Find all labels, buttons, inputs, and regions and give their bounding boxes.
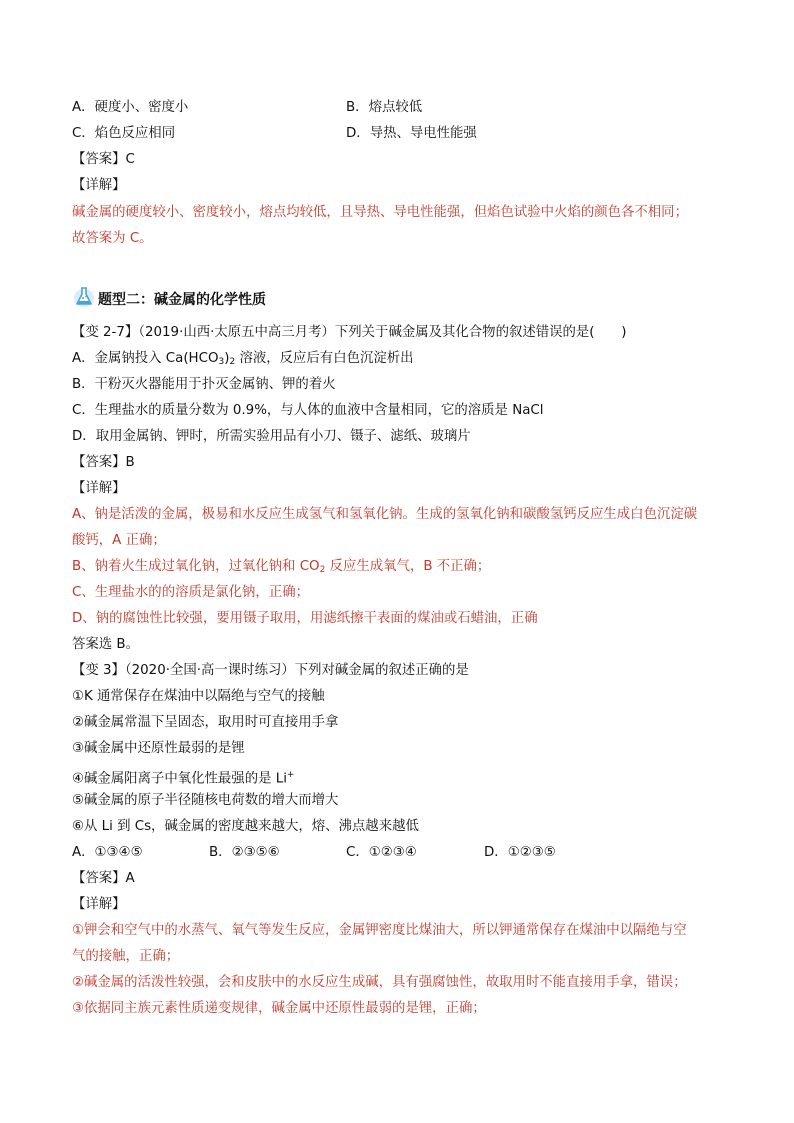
q3-statement: ⑤碱金属的原子半径随核电荷数的增大而增大 (72, 793, 339, 808)
q1-option-d: D．导热、导电性能强 (346, 126, 477, 141)
q2-detail-line: A、钠是活泼的金属，极易和水反应生成氢气和氢氧化钠。生成的氢氧化钠和碳酸氢钙反应生成白色沉淀碳 (72, 507, 698, 522)
q2-detail-conclusion: 答案选 B。 (72, 637, 140, 652)
q3-option-c: C．①②③④ (346, 845, 417, 860)
q1-detail-line: 碱金属的硬度较小、密度较小，熔点均较低，且导热、导电性能强，但焰色试验中火焰的颜色各不相同； (72, 205, 688, 220)
q1-option-b: B．熔点较低 (346, 100, 423, 115)
q2-option-b: B．干粉灭火器能用于扑灭金属钠、钾的着火 (72, 377, 336, 392)
q3-detail-line: ③依据同主族元素性质递变规律，碱金属中还原性最弱的是锂，正确； (72, 1001, 486, 1016)
q2-detail-line: C、生理盐水的的溶质是氯化钠，正确； (72, 585, 309, 600)
q3-option-b: B．②③⑤⑥ (209, 845, 280, 860)
section-header (72, 287, 266, 311)
q2-detail-label: 【详解】 (72, 481, 126, 496)
q3-answer: 【答案】A (72, 871, 135, 886)
q2-option-a: A．金属钠投入 $Ca(HCO_3)_2$ 溶液，反应后有白色沉淀析出 (72, 351, 414, 367)
q1-answer: 【答案】C (72, 152, 135, 167)
q1-detail-label: 【详解】 (72, 178, 126, 193)
q3-statement: ④碱金属阳离子中氧化性最强的是 Li+ (72, 770, 295, 787)
q3-statement: ③碱金属中还原性最弱的是锂 (72, 741, 245, 756)
q3-option-a: A．①③④⑤ (72, 845, 143, 860)
q3-detail-line: ②碱金属的活泼性较强，会和皮肤中的水反应生成碱，具有强腐蚀性，故取用时不能直接用手拿，错误； (72, 975, 687, 990)
q3-detail-line: ①钾会和空气中的水蒸气、氧气等发生反应，金属钾密度比煤油大，所以钾通常保存在煤油中以隔绝与空 (72, 923, 687, 938)
q3-detail-label: 【详解】 (72, 897, 126, 912)
section-title: 题型二：碱金属的化学性质 (98, 292, 266, 308)
q2-option-d: D．取用金属钠、钾时，所需实验用品有小刀、镊子、滤纸、玻璃片 (72, 429, 471, 444)
q2-detail-line: B、钠着火生成过氧化钠，过氧化钠和 $CO_2$ 反应生成氧气，B 不正确； (72, 559, 491, 575)
flask-icon (72, 285, 96, 313)
q2-answer: 【答案】B (72, 455, 135, 470)
q3-statement: ①K 通常保存在煤油中以隔绝与空气的接触 (72, 689, 325, 704)
q3-statement: ⑥从 Li 到 Cs，碱金属的密度越来越大，熔、沸点越来越低 (72, 819, 419, 834)
q3-detail-line: 气的接触，正确； (72, 949, 180, 964)
q2-detail-line: D、钠的腐蚀性比较强，要用镊子取用，用滤纸擦干表面的煤油或石蜡油，正确 (72, 611, 538, 626)
q3-statement: ②碱金属常温下呈固态，取用时可直接用手拿 (72, 715, 339, 730)
q2-option-c: C．生理盐水的质量分数为 0.9%，与人体的血液中含量相同，它的溶质是 NaCl (72, 403, 544, 418)
q1-detail-line: 故答案为 C。 (72, 231, 153, 246)
q2-stem: 【变 2-7】（2019·山西·太原五中高三月考）下列关于碱金属及其化合物的叙述错误的是( ) (72, 325, 627, 340)
q3-option-d: D．①②③⑤ (484, 845, 556, 860)
q1-option-c: C．焰色反应相同 (72, 126, 176, 141)
q1-option-a: A．硬度小、密度小 (72, 100, 189, 115)
q2-detail-line: 酸钙，A 正确； (72, 533, 166, 548)
q3-stem: 【变 3】（2020·全国·高一课时练习）下列对碱金属的叙述正确的是 (72, 663, 469, 678)
